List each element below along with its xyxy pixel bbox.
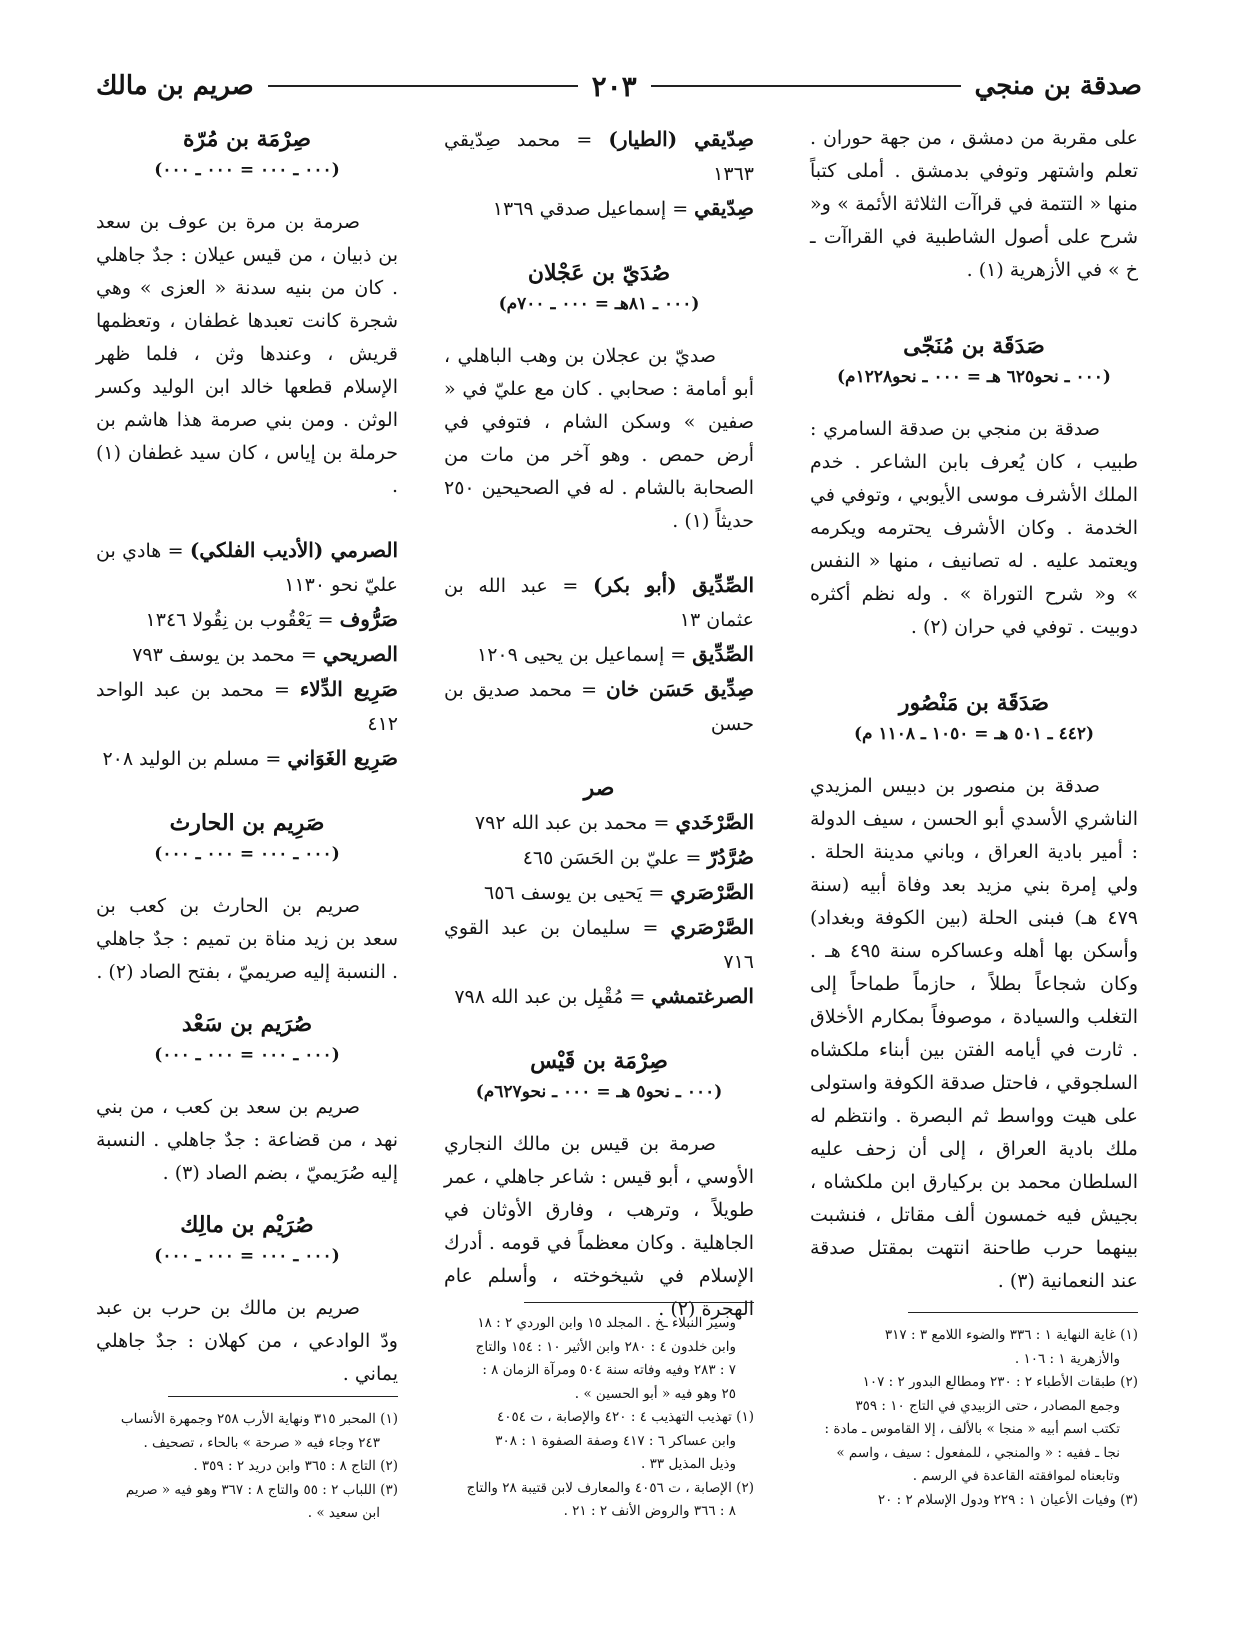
entry-title: صُدَيّ بن عَجْلان [527,260,671,286]
cross-reference: الصَّرْصَري = يَحيى بن يوسف ٦٥٦ [483,880,754,904]
entry-text: صرمة بن قيس بن مالك النجاري الأوسي ، أبو قيس : شاعر جاهلي ، عمر طويلاً ، وترهب ، وفارق الأوثان في الجاهلية . وكان معظماً في قومه . أدرك الإسلام في شيخوخته ، وأسلم عام الهجرة (٢) . [444,1133,754,1320]
entry-title: صُرَيم بن سَعْد [181,1011,313,1037]
section-heading: صر [583,775,615,801]
entry-title: صُرَيْم بن مالِك [180,1212,314,1238]
cross-reference: صَرُّوف = يَعْقُوب بن نِقُولا ١٣٤٦ [145,607,398,631]
xref-target: إسماعيل بن يحيى ١٢٠٩ [476,644,665,666]
xref-target: عليّ بن الحَسَن ٤٦٥ [522,847,680,869]
running-head-left: صريم بن مالك [95,71,254,101]
xref-name: الصِّدِّيق (أبو بكر) [593,573,754,597]
xref-name: صَرُّوف [339,607,398,631]
footnotes-left [96,1408,398,1526]
footnote-line: وابن خلدون ٤ : ٢٨٠ وابن الأثير ١٠ : ١٥٤ والتاج [475,1338,736,1355]
column-right [810,122,1138,1298]
xref-target: مسلم بن الوليد ٢٠٨ [102,748,260,770]
running-head [96,66,1142,106]
entry-title: صِرْمَة بن قَيْس [530,1048,668,1074]
entry-text: صريم بن مالك بن حرب بن عبد ودّ الوادعي ، من كهلان : جدٌ جاهلي يماني . [96,1297,398,1385]
entry-title: صَرِيم بن الحارث [169,810,325,836]
xref-target: محمد صِدّيقي ١٣٦٣ [444,129,754,185]
xref-name: الصريحي [322,642,398,666]
footnote-line: وذيل المذيل ٣٣ . [641,1456,736,1472]
xref-target: يَحيى بن يوسف ٦٥٦ [483,882,643,904]
cross-reference: الصَّرْخَدي = محمد بن عبد الله ٧٩٢ [474,810,754,834]
footnotes-middle [444,1312,754,1524]
xref-target: محمد صديق بن حسن [444,679,754,735]
footnote-line: (٣) اللباب ٢ : ٥٥ والتاج ٨ : ٣٦٧ وهو فيه « صريم [125,1481,398,1498]
cross-reference: صِدّيقي = إسماعيل صدقي ١٣٦٩ [492,196,754,220]
cross-reference: صِدِّيق حَسَن خان = محمد صديق بن حسن [444,677,754,735]
page-number: ٢٠٣ [591,69,637,103]
cross-reference: صَرِيع الدِّلاء = محمد بن عبد الواحد ٤١٢ [96,677,398,735]
footnote-line: (٢) الإصابة ، ت ٤٠٥٦ والمعارف لابن قتيبة ٢٨ والتاج [466,1479,754,1496]
entry-text: صديّ بن عجلان بن وهب الباهلي ، أبو أمامة : صحابي . كان مع عليّ في « صفين » وسكن الشام ، فتوفي في أرض حمص . وهو آخر من مات من الصحابة بالشام . له في الصحيحين ٢٥٠ حديثاً (١) . [444,345,754,532]
footnote-rule [168,1396,398,1397]
entry-dates: (٠٠٠ ـ ٠٠٠ = ٠٠٠ ـ ٠٠٠) [154,1246,340,1266]
footnote-line: (٢) التاج ٨ : ٣٦٥ وابن دريد ٢ : ٣٥٩ . [193,1458,398,1474]
footnote-line: وجمع المصادر ، حتى الزبيدي في التاج ١٠ : ٣٥٩ [855,1397,1120,1414]
entry-dates: (٠٠٠ ـ ٠٠٠ = ٠٠٠ ـ ٠٠٠) [154,160,340,180]
footnote-line: (١) المحبر ٣١٥ ونهاية الأرب ٢٥٨ وجمهرة الأنساب [120,1411,398,1427]
cross-reference: الصِّدِّيق = إسماعيل بن يحيى ١٢٠٩ [476,642,754,666]
entry-dates: (٠٠٠ ـ ٨١هـ = ٠٠٠ ـ ٧٠٠م) [498,294,700,314]
cross-reference: الصِّدِّيق (أبو بكر) = عبد الله بن عثمان ١٣ [444,573,754,631]
xref-target: محمد بن عبد الله ٧٩٢ [474,812,648,834]
xref-target: يَعْقُوب بن نِقُولا ١٣٤٦ [145,609,312,631]
xref-target: مُقْبِل بن عبد الله ٧٩٨ [454,986,624,1008]
cross-reference: الصريحي = محمد بن يوسف ٧٩٣ [132,642,398,666]
running-head-rule [268,85,578,87]
entry-continuation: على مقربة من دمشق ، من جهة حوران . تعلم واشتهر وتوفي بدمشق . أملى كتباً منها « التتمة في قراآت الثلاثة الأئمة » و« شرح على أصول الشاطبية في القراآت ـ خ » في الأزهرية (١) . [810,127,1138,281]
footnotes-right [810,1324,1138,1512]
footnote-line: (٢) طبقات الأطباء ٢ : ٢٣٠ ومطالع البدور ٢ : ١٠٧ [862,1374,1138,1390]
entry-text: صرمة بن مرة بن عوف بن سعد بن ذبيان ، من قيس عيلان : جدٌ جاهلي . كان من بنيه سدنة « العزى » وهي شجرة كانت تعبدها غطفان ، وتعظمها قريش ، وعندها وثن ، فلما ظهر الإسلام قطعها خالد ابن الوليد وكسر الوثن . ومن بني صرمة هذا هاشم بن حرملة بن إياس ، كان سيد غطفان (١) . [96,211,398,497]
footnote-line: وتابعناه لموافقته القاعدة في الرسم . [912,1468,1120,1484]
running-head-right: صدقة بن منجي [974,71,1142,101]
xref-name: صِدّيقي [694,196,754,220]
footnote-line: تكتب اسم أبيه « منجا » بالألف ، إلا القاموس ـ مادة : [824,1421,1120,1437]
footnote-line: (١) تهذيب التهذيب ٤ : ٤٢٠ والإصابة ، ت ٤٠٥٤ [497,1409,754,1425]
xref-target: محمد بن يوسف ٧٩٣ [132,644,295,666]
xref-target: سليمان بن عبد القوي ٧١٦ [444,917,754,973]
footnote-line: ابن سعيد » . [307,1505,380,1521]
entry-text: صدقة بن منجي بن صدقة السامري : طبيب ، كان يُعرف بابن الشاعر . خدم الملك الأشرف موسى الأيوبي ، وتوفي في الخدمة . وكان الأشرف يحترمه ويكرمه ويعتمد عليه . له تصانيف ، منها « النفس » و« شرح التوراة » . وله نظم أكثره دوبيت . توفي في حران (٢) . [810,418,1138,638]
entry-title: صَدَقَة بن مَنْصُور [898,690,1050,716]
cross-reference: صِدّيقي (الطيار) = محمد صِدّيقي ١٣٦٣ [444,127,755,185]
footnote-line: والأزهرية ١ : ١٠٦ . [1014,1350,1120,1367]
running-head-rule [651,85,961,87]
entry-dates: (٠٠٠ ـ نحو٦٢٥ هـ = ٠٠٠ ـ نحو١٢٢٨م) [837,367,1111,387]
xref-name: صُرَّدُرّ [707,845,754,869]
entry-dates: (٤٤٢ ـ ٥٠١ هـ = ١٠٥٠ ـ ١١٠٨ م) [853,724,1095,744]
xref-name: الصِّدِّيق [692,642,754,666]
column-left [96,122,398,1391]
entry-text: صدقة بن منصور بن دبيس المزيدي الناشري الأسدي أبو الحسن ، سيف الدولة : أمير بادية العراق ، وباني مدينة الحلة . ولي إمرة بني مزيد بعد وفاة أبيه (سنة ٤٧٩ هـ) فبنى الحلة (بين الكوفة وبغداد) وأسكن بها أهله وعساكره سنة ٤٩٥ هـ . وكان شجاعاً بطلاً ، حازماً طماحاً إلى التغلب والسيادة ، موصوفاً بمكارم الأخلاق . ثارت في أيامه الفتن بين أبناء ملكشاه السلجوقي ، فاحتل صدقة الكوفة واستولى على هيت وواسط ثم البصرة . وانتظم له ملك بادية العراق ، إلى أن زحف عليه السلطان محمد بن بركيارق ابن ملكشاه ، بجيش فيه خمسون ألف مقاتل ، فنشبت بينهما حرب طاحنة انتهت بمقتل صدقة عند النعمانية (٣) . [810,775,1138,1292]
xref-name: الصَّرْصَري [670,915,755,939]
entry-text: صريم بن سعد بن كعب ، من بني نهد ، من قضاعة : جدٌ جاهلي . النسبة إليه صُرَيميّ ، بضم الصاد (٣) . [96,1096,398,1184]
footnote-line: نجا ـ ففيه : « والمنجي ، للمفعول : سيف ، واسم » [836,1444,1120,1461]
xref-name: الصَّرْصَري [670,880,754,904]
xref-name: صِدِّيق حَسَن خان [606,677,754,701]
entry-text: صريم بن الحارث بن كعب بن سعد بن زيد مناة بن تميم : جدٌ جاهلي . النسبة إليه صريميّ ، بفتح الصاد (٢) . [96,895,398,983]
footnote-line: (١) غاية النهاية ١ : ٣٣٦ والضوء اللامع ٣ : ٣١٧ [884,1327,1138,1343]
cross-reference: الصرمي (الأديب الفلكي) = هادي بن عليّ نحو ١١٣٠ [96,538,399,596]
footnote-rule [524,1302,754,1303]
cross-reference: الصَّرْصَري = سليمان بن عبد القوي ٧١٦ [444,915,755,973]
xref-target: هادي بن عليّ نحو ١١٣٠ [96,540,398,596]
footnote-line: ٧ : ٢٨٣ وفيه وفاته سنة ٥٠٤ ومرآة الزمان ٨ : [482,1362,736,1378]
footnote-line: ٨ : ٣٦٦ والروض الأنف ٢ : ٢١ . [563,1503,736,1519]
entry-title: صَدَقَة بن مُنَجّى [903,333,1045,359]
xref-name: الصرغتمشي [651,984,754,1008]
xref-name: صِدّيقي (الطيار) [608,127,755,151]
footnote-line: (٣) وفيات الأعيان ١ : ٢٢٩ ودول الإسلام ٢ : ٢٠ [877,1491,1138,1508]
footnote-line: ٢٥ وهو فيه « أبو الحسين » . [574,1385,736,1402]
cross-reference: صُرَّدُرّ = عليّ بن الحَسَن ٤٦٥ [522,845,754,869]
xref-name: صَرِيع الغَوَاني [287,746,398,770]
footnote-rule [908,1312,1138,1313]
entry-title: صِرْمَة بن مُرّة [182,126,312,152]
xref-target: محمد بن عبد الواحد ٤١٢ [96,679,398,735]
xref-name: الصرمي (الأديب الفلكي) [189,538,399,562]
column-middle [444,122,754,1326]
cross-reference: الصرغتمشي = مُقْبِل بن عبد الله ٧٩٨ [454,984,754,1008]
entry-dates: (٠٠٠ ـ نحو٥ هـ = ٠٠٠ ـ نحو٦٢٧م) [475,1082,723,1102]
footnote-line: وسير النبلاء ـخ . المجلد ١٥ وابن الوردي ٢ : ١٨ [477,1315,736,1331]
footnote-line: وابن عساكر ٦ : ٤١٧ وصفة الصفوة ١ : ٣٠٨ [495,1432,736,1449]
xref-name: الصَّرْخَدي [675,810,754,834]
xref-target: عبد الله بن عثمان ١٣ [444,575,754,631]
xref-name: صَرِيع الدِّلاء [299,677,398,701]
entry-dates: (٠٠٠ ـ ٠٠٠ = ٠٠٠ ـ ٠٠٠) [154,1045,340,1065]
entry-dates: (٠٠٠ ـ ٠٠٠ = ٠٠٠ ـ ٠٠٠) [154,844,340,864]
footnote-line: ٢٤٣ وجاء فيه « صرحة » بالحاء ، تصحيف . [143,1434,380,1451]
xref-target: إسماعيل صدقي ١٣٦٩ [492,198,667,220]
cross-reference: صَرِيع الغَوَاني = مسلم بن الوليد ٢٠٨ [102,746,398,770]
